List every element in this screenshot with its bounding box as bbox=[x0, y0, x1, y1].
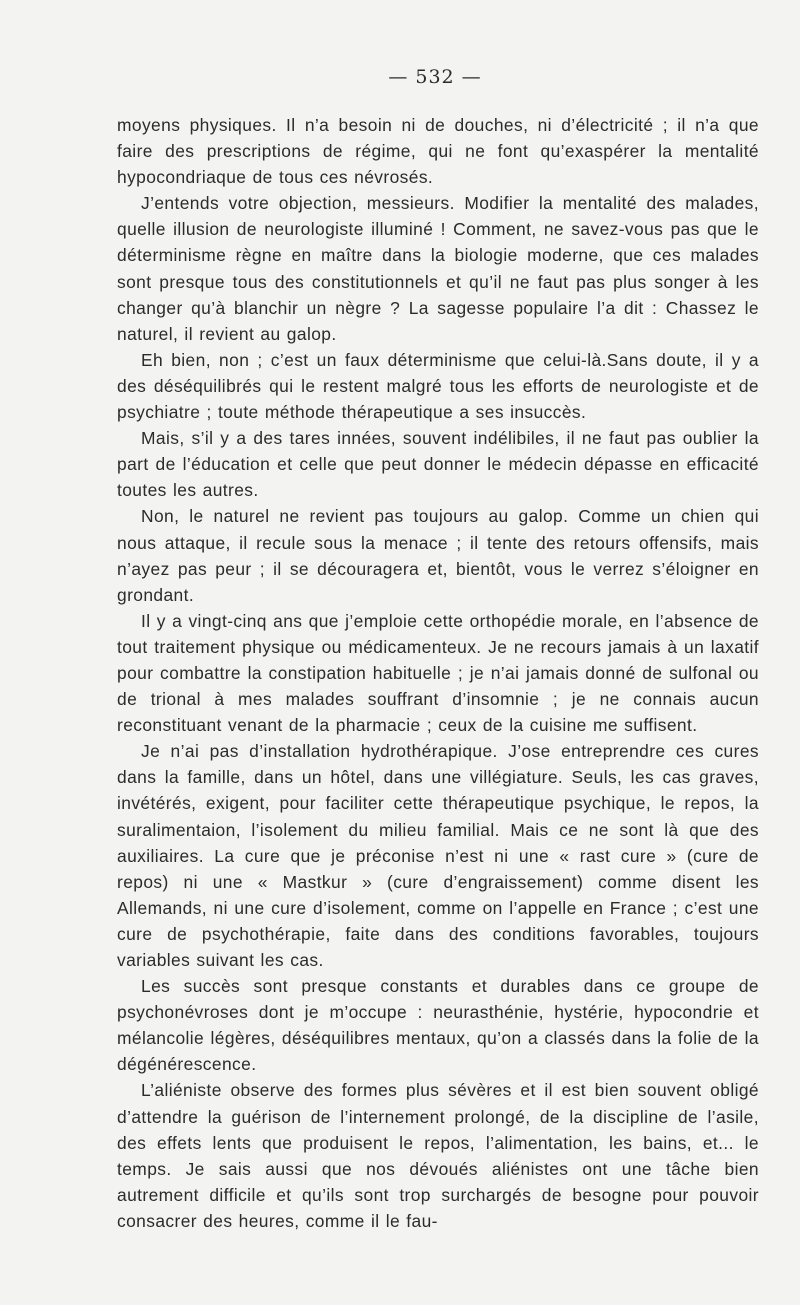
paragraph: Mais, s’il y a des tares innées, souvent indélibiles, il ne faut pas oublier la part de l’éducation et celle que peut donner le médecin dépasse en efficacité toutes les autres. bbox=[117, 428, 759, 501]
paragraph: Eh bien, non ; c’est un faux déterminisme que celui-là.Sans doute, il y a des déséquilibrés qui le restent malgré tous les efforts de neurologiste et de psychiatre ; toute méthode thérapeutique a ses insuccès. bbox=[117, 349, 759, 423]
paragraph: Non, le naturel ne revient pas toujours au galop. Comme un chien qui nous attaque, il recule sous la menace ; il tente des retours offensifs, mais n’ayez pas peur ; il se découragera et, bientôt, vous le verrez s’éloigner en grondant. bbox=[117, 506, 759, 605]
paragraph: Il y a vingt-cinq ans que j’emploie cette orthopédie morale, en l’absence de tout traitement physique ou médicamenteux. Je ne recours jamais à un laxatif pour combattre la constipation habituelle ; je n’ai jamais donné de sulfonal ou de trional à mes malades souffrant d’insomnie ; je ne connais aucun reconstituant venant de la pharmacie ; ceux de la cuisine me suffisent. bbox=[117, 610, 759, 736]
paragraph: Je n’ai pas d’installation hydrothérapique. J’ose entreprendre ces cures dans la famille, dans un hôtel, dans une villégiature. Seuls, les cas graves, invétérés, exigent, pour faciliter cette thérapeutique psychique, le repos, la suralimentaion, l’isolement du milieu familial. Mais ce ne sont là que des auxiliaires. La cure que je préconise n’est ni une « rast cure » (cure de repos) ni une « Mastkur » (cure d’engraissement) comme disent les Allemands, ni une cure d’isolement, comme on l’appelle en France ; c’est une cure de psychothérapie, faite dans des conditions favorables, toujours variables suivant les cas. bbox=[117, 741, 759, 970]
paragraph: L’aliéniste observe des formes plus sévères et il est bien souvent obligé d’attendre la guérison de l’internement prolongé, de la discipline de l’asile, des effets lents que produisent le repos, l’alimentation, les bains, et... le temps. Je sais aussi que nos dévoués aliénistes ont une tâche bien autrement difficile et qu’ils sont trop surchargés de besogne pour pouvoir consacrer des heures, comme il le fau- bbox=[117, 1080, 759, 1231]
paragraph: Les succès sont presque constants et durables dans ce groupe de psychonévroses dont je m’occupe : neurasthénie, hystérie, hypocondrie et mélancolie légères, déséquilibres mentaux, qu’on a classés dans la folie de la dégénérescence. bbox=[117, 976, 759, 1075]
body-text bbox=[117, 112, 759, 1234]
paragraph: J’entends votre objection, messieurs. Modifier la mentalité des malades, quelle illusion de neurologiste illuminé ! Comment, ne savez-vous pas que le déterminisme règne en maître dans la biologie moderne, que ces malades sont presque tous des constitutionnels et qu’il ne faut pas plus songer à les changer qu’à blanchir un nègre ? La sagesse populaire l’a dit : Chassez le naturel, il revient au galop. bbox=[117, 193, 759, 344]
page-number: — 532 — bbox=[388, 66, 482, 88]
paragraph: moyens physiques. Il n’a besoin ni de douches, ni d’électricité ; il n’a que faire des prescriptions de régime, qui ne font qu’exaspérer la mentalité hypocondriaque de tous ces névrosés. bbox=[117, 115, 759, 188]
